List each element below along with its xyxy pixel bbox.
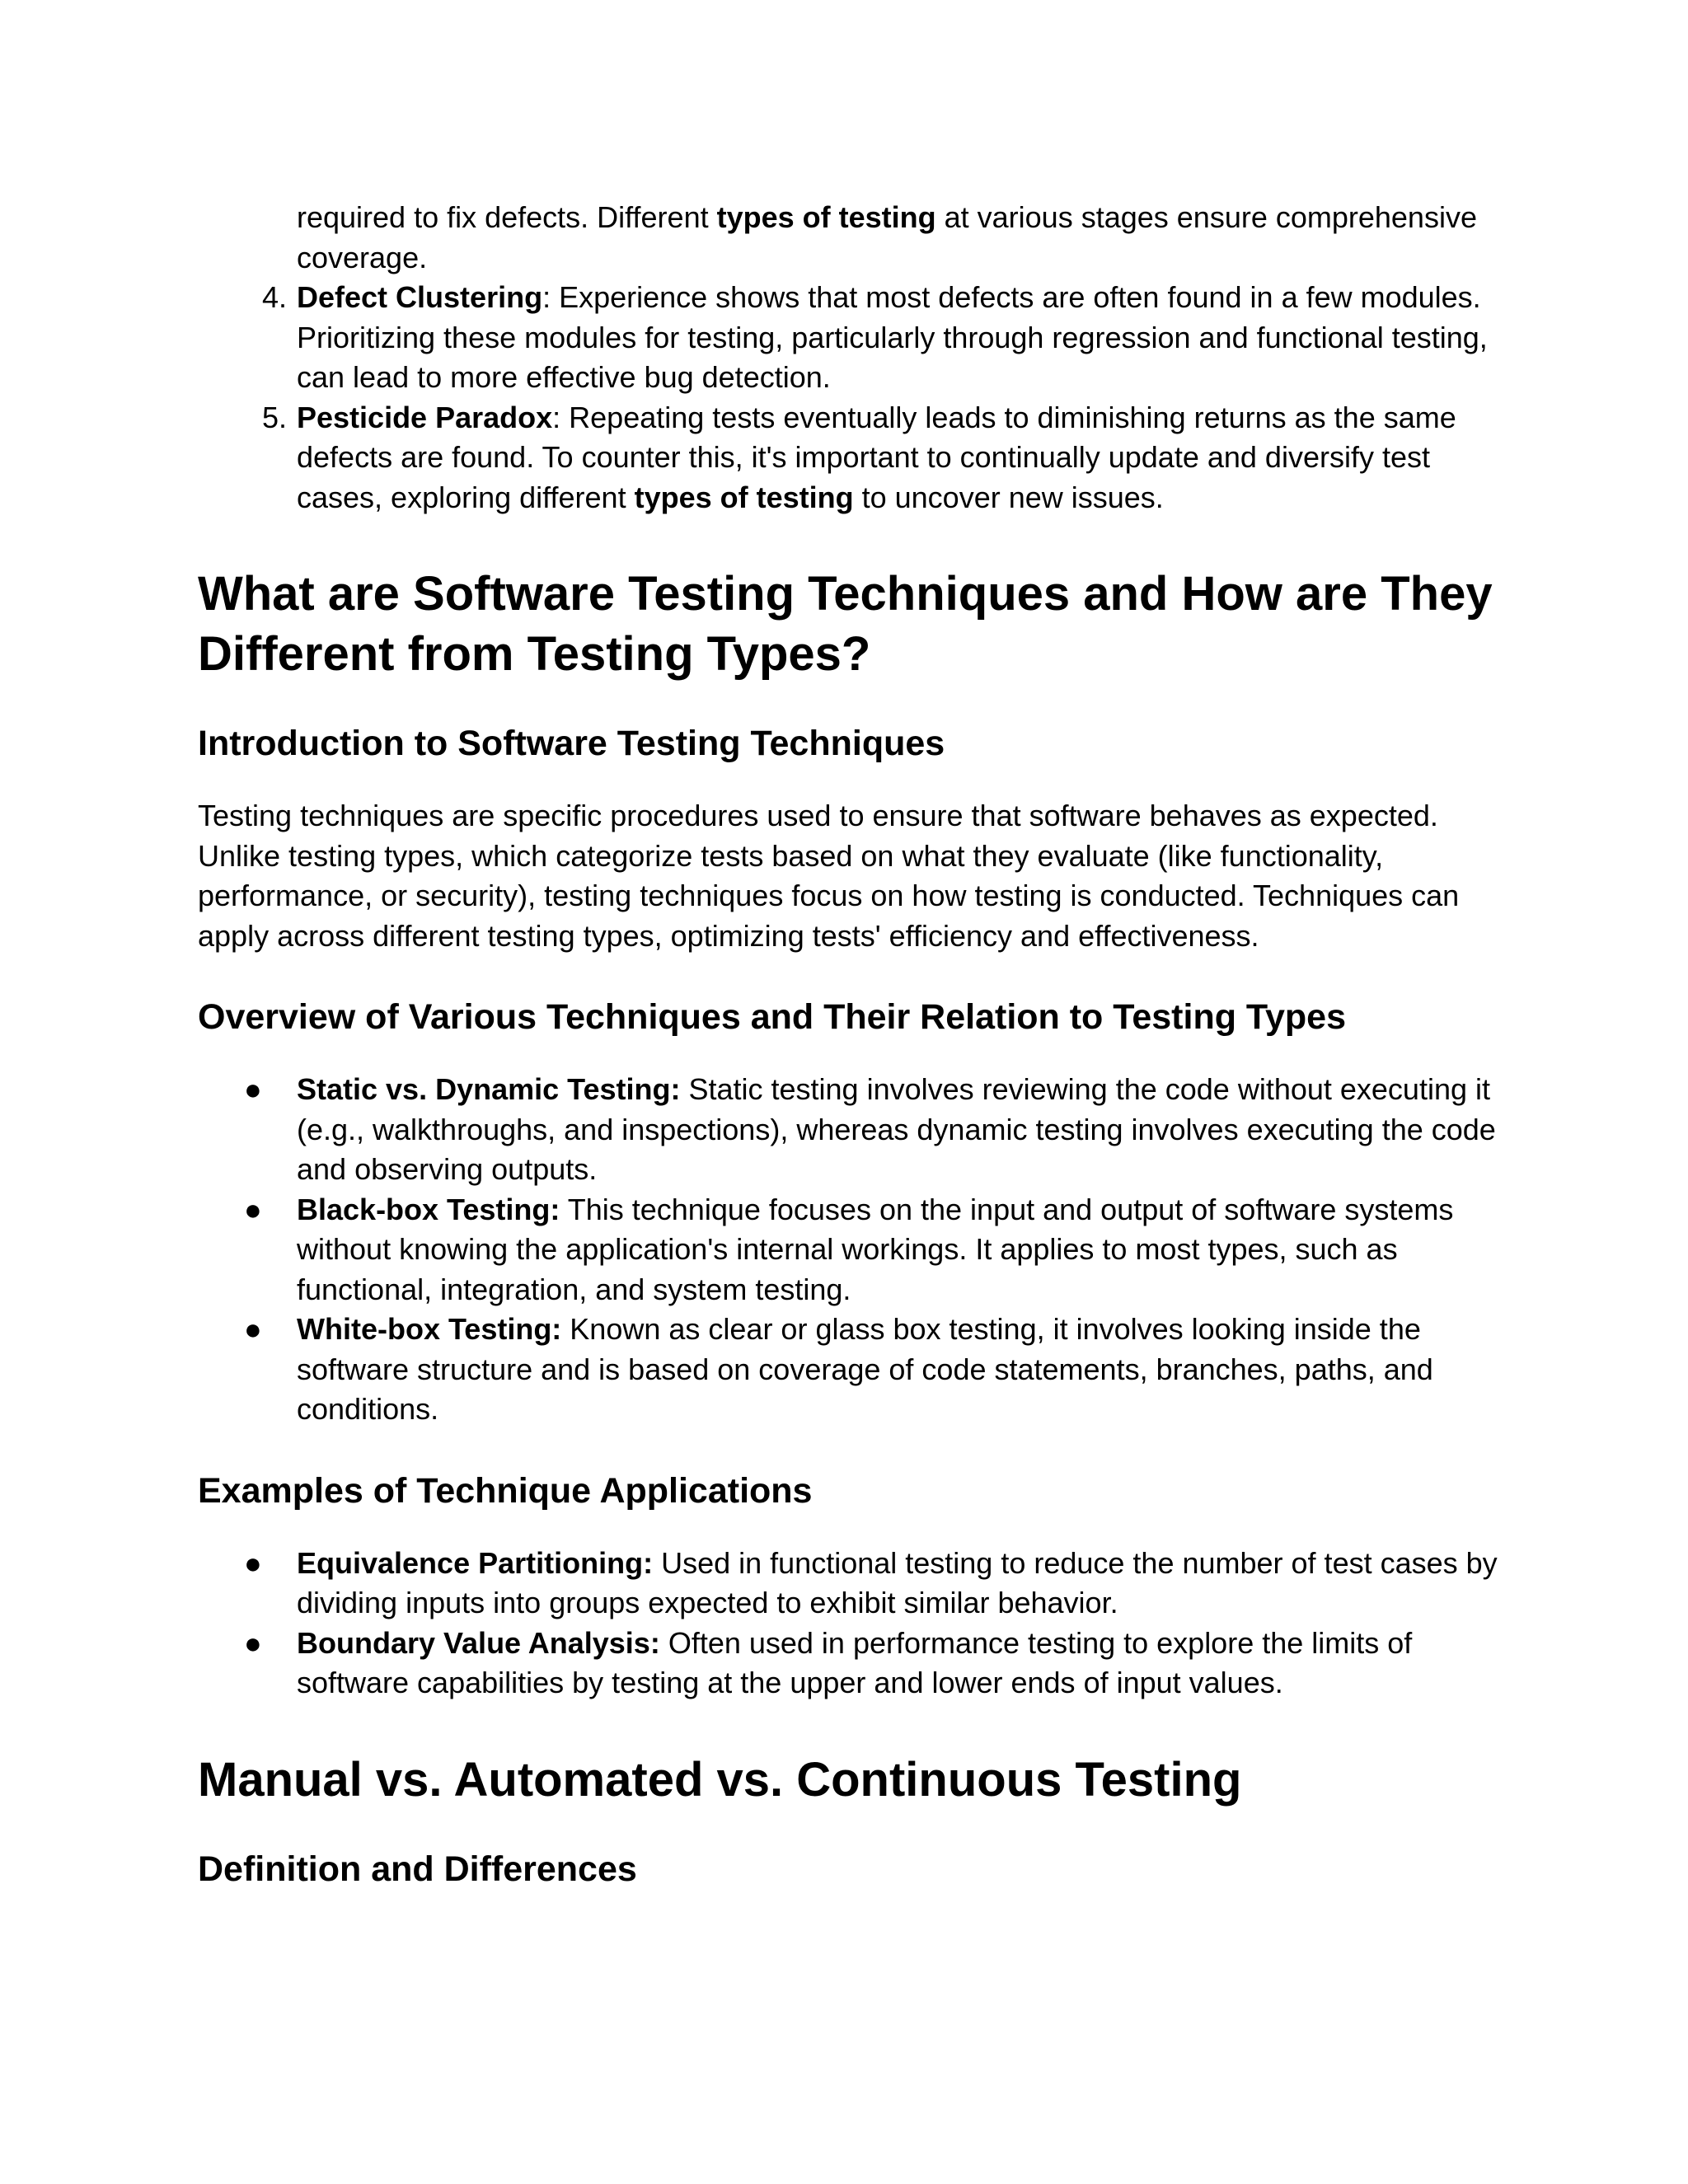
list-item-defect-clustering <box>198 278 1500 398</box>
list-item-term: Static vs. Dynamic Testing: <box>297 1072 681 1106</box>
list-item-term: Defect Clustering <box>297 280 543 314</box>
list-item-term: Black-box Testing: <box>297 1192 560 1226</box>
list-item-term: Pesticide Paradox <box>297 400 553 434</box>
subheading-examples: Examples of Technique Applications <box>198 1470 813 1511</box>
list-item-boundary-value-analysis <box>198 1624 1500 1704</box>
subheading-introduction: Introduction to Software Testing Techniques <box>198 724 945 763</box>
list-item-term: Boundary Value Analysis: <box>297 1625 660 1660</box>
list-number: 4. <box>261 280 287 314</box>
section-heading-manual-automated: Manual vs. Automated vs. Continuous Testing <box>198 1752 1242 1807</box>
paragraph-introduction: Testing techniques are specific procedures used to ensure that software behaves as expected. Unlike testing types, which categorize tests based on what they evaluate (like functionality, performance, or security), testing techniques focus on how testing is conducted. Techniques can apply across different testing types, optimizing tests' efficiency and effectiveness. <box>198 799 1460 953</box>
list-item-text: : Experience shows that most defects are often found in a few modules. Prioritizing these modules for testing, particularly through regression and functional testing, can lead to more effective bug detection. <box>297 280 1488 394</box>
bullet-list-overview <box>198 1070 1500 1430</box>
list-item-text: Known as clear or glass box testing, it involves looking inside the software structure and is based on coverage of code statements, branches, paths, and conditions. <box>297 1312 1433 1426</box>
bullet-icon: ● <box>244 1545 262 1580</box>
continuation-text-pre: required to fix defects. Different <box>297 200 717 234</box>
continuation-text-bold: types of testing <box>716 200 936 234</box>
continuation-text-post: at various stages ensure comprehensive coverage. <box>297 200 1477 274</box>
list-item-text: This technique focuses on the input and output of software systems without knowing the application's internal workings. It applies to most types, such as functional, integration, and system testing. <box>297 1192 1454 1306</box>
list-item-text-bold: types of testing <box>634 480 854 514</box>
list-item-pesticide-paradox <box>198 398 1500 518</box>
list-item-term: Equivalence Partitioning: <box>297 1545 654 1580</box>
list-item-term: White-box Testing: <box>297 1312 562 1346</box>
list-item-text: Static testing involves reviewing the code without executing it (e.g., walkthroughs, and inspections), whereas dynamic testing involves executing the code and observing outputs. <box>297 1072 1496 1186</box>
section-heading-techniques: What are Software Testing Techniques and How are They Different from Testing Types? <box>198 567 1493 681</box>
list-item-text-pre: : Repeating tests eventually leads to diminishing returns as the same defects are found. To counter this, it's important to continually update and diversify test cases, exploring different <box>297 400 1456 514</box>
bullet-icon: ● <box>244 1192 262 1226</box>
list-item-text: Often used in performance testing to explore the limits of software capabilities by testing at the upper and lower ends of input values. <box>297 1625 1413 1699</box>
bullet-list-examples <box>198 1544 1500 1704</box>
list-number: 5. <box>261 400 287 434</box>
subheading-overview: Overview of Various Techniques and Their Relation to Testing Types <box>198 997 1347 1037</box>
bullet-icon: ● <box>244 1312 262 1346</box>
list-item-static-dynamic <box>198 1070 1500 1190</box>
list-item-text-post: to uncover new issues. <box>853 480 1164 514</box>
list-item-continuation <box>198 198 1500 278</box>
list-item-text: Used in functional testing to reduce the number of test cases by dividing inputs into groups expected to exhibit similar behavior. <box>297 1545 1498 1619</box>
list-item-white-box <box>198 1310 1500 1430</box>
bullet-icon: ● <box>244 1625 262 1660</box>
subheading-definition: Definition and Differences <box>198 1849 637 1889</box>
list-item-black-box <box>198 1190 1500 1310</box>
bullet-icon: ● <box>244 1072 262 1106</box>
list-item-equivalence-partitioning <box>198 1544 1500 1624</box>
document-page <box>198 198 1500 1892</box>
